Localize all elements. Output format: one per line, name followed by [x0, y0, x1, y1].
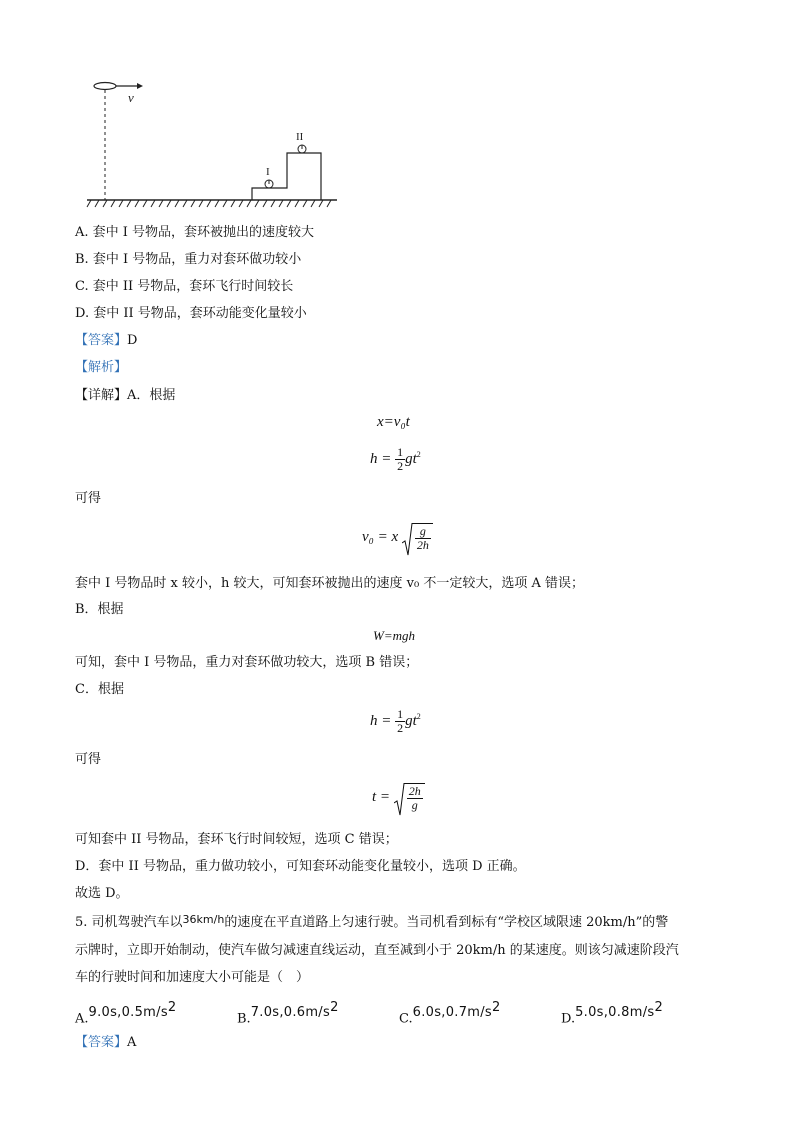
- equation-t: [372, 783, 425, 812]
- eq3-num: g: [415, 525, 431, 539]
- answer-line-q5: [75, 1034, 136, 1052]
- option-d: D. 套中 II 号物品，套环动能变化量较小: [75, 306, 307, 321]
- velocity-label: v: [128, 90, 134, 105]
- answer-tag: 【答案】: [75, 333, 128, 348]
- q5-option-c-letter: C.: [399, 1011, 413, 1027]
- eq2-den: 2: [397, 459, 404, 473]
- equation-v0: [362, 523, 433, 552]
- conclusion-a: 套中 I 号物品时 x 较小，h 较大，可知套环被抛出的速度 v₀ 不一定较大，选项 A 错误；: [75, 576, 584, 591]
- q5-line-2: 示牌时，立即开始制动，使汽车做匀减速直线运动，直至减到小于 20km/h 的某速度。则该匀减速阶段汽: [75, 943, 679, 958]
- q5-speed-inline: 36km/h: [182, 913, 225, 926]
- answer-value: D: [127, 333, 138, 348]
- conclusion-d: D．套中 II 号物品，重力做功较小，可知套环动能变化量较小，选项 D 正确。: [75, 859, 526, 874]
- q5-option-d-sup: 2: [654, 1000, 664, 1015]
- eq5-num: 1: [397, 707, 404, 721]
- eq2-rhs: gt: [405, 450, 417, 467]
- sqrt-sign-icon: [402, 523, 413, 557]
- eq5-fraction: [395, 708, 405, 735]
- equation-h-half-gt2: [370, 446, 421, 473]
- q5-option-b-letter: B.: [237, 1011, 251, 1027]
- q5-option-a-sup: 2: [167, 1000, 177, 1015]
- conclusion-c: 可知套中 II 号物品，套环飞行时间较短，选项 C 错误；: [75, 832, 398, 847]
- q5-option-c-value: 6.0s,0.7m/s: [412, 1005, 492, 1021]
- eq5-lhs: h =: [370, 712, 392, 729]
- object-two-label: II: [296, 131, 304, 143]
- q5-option-c-sup: 2: [492, 1000, 501, 1015]
- option-a: A. 套中 I 号物品，套环被抛出的速度较大: [75, 225, 315, 240]
- option-c: C. 套中 II 号物品，套环飞行时间较长: [75, 279, 294, 294]
- c-intro: C．根据: [75, 682, 124, 697]
- eq2-sup: 2: [416, 449, 421, 459]
- sqrt-sign-icon: [394, 783, 405, 817]
- ground-hatching: [87, 200, 331, 207]
- eq5-den: 2: [397, 721, 404, 735]
- q5-line-1: [75, 914, 668, 932]
- derive-line-2: 可得: [75, 752, 102, 767]
- eq3-lhs: v₀ = x: [362, 528, 399, 545]
- eq3-den: 2h: [416, 538, 429, 552]
- step-platform: [252, 153, 321, 200]
- ring-icon: [94, 83, 116, 90]
- eq2-lhs: h =: [370, 450, 392, 467]
- arrow-head-icon: [137, 83, 143, 89]
- physics-figure: [85, 75, 345, 215]
- eq5-rhs: gt: [405, 712, 417, 729]
- q5-line-3: 车的行驶时间和加速度大小可能是（ ）: [75, 970, 310, 985]
- conclusion-b: 可知，套中 I 号物品，重力对套环做功较大，选项 B 错误；: [75, 655, 419, 670]
- q5-option-c: [399, 1000, 501, 1027]
- q5-option-a: [75, 1000, 177, 1027]
- object-one-label: I: [266, 166, 270, 178]
- eq2-fraction: [395, 446, 405, 473]
- detail-intro: 【详解】A．根据: [75, 388, 176, 403]
- q5-answer-value: A: [127, 1035, 137, 1050]
- q5-option-d-letter: D.: [561, 1011, 576, 1027]
- q5-option-b-sup: 2: [330, 1000, 339, 1015]
- final-choice: 故选 D。: [75, 886, 129, 901]
- q5-option-b: [237, 1000, 339, 1027]
- q5-option-d-value: 5.0s,0.8m/s: [575, 1005, 655, 1021]
- eq6-sqrt: [394, 783, 425, 812]
- eq6-num: 2h: [408, 784, 421, 798]
- answer-line-q4: [75, 332, 137, 350]
- q5-line-1b: 的速度在平直道路上匀速行驶。当司机看到标有“学校区域限速 20km/h”的警: [224, 915, 669, 930]
- q5-option-b-value: 7.0s,0.6m/s: [250, 1005, 331, 1021]
- eq2-num: 1: [397, 445, 404, 459]
- eq6-lhs: t =: [372, 788, 391, 805]
- analysis-tag: 【解析】: [75, 360, 128, 375]
- q5-option-a-letter: A.: [75, 1011, 89, 1027]
- derive-line-1: 可得: [75, 491, 102, 506]
- equation-x-v0t: x=v₀t: [377, 414, 410, 430]
- q5-option-a-value: 9.0s,0.5m/s: [88, 1005, 168, 1021]
- q5-line-1a: 5. 司机驾驶汽车以: [75, 915, 183, 930]
- eq3-sqrt: [402, 523, 433, 552]
- equation-h-half-gt2-repeat: [370, 708, 421, 735]
- eq5-sup: 2: [416, 711, 421, 721]
- q5-option-d: [561, 1000, 664, 1027]
- option-b: B. 套中 I 号物品，重力对套环做功较小: [75, 252, 302, 267]
- b-intro: B．根据: [75, 602, 124, 617]
- q5-answer-tag: 【答案】: [75, 1035, 128, 1050]
- eq6-den: g: [411, 798, 418, 812]
- equation-w-mgh: W=mgh: [373, 628, 415, 643]
